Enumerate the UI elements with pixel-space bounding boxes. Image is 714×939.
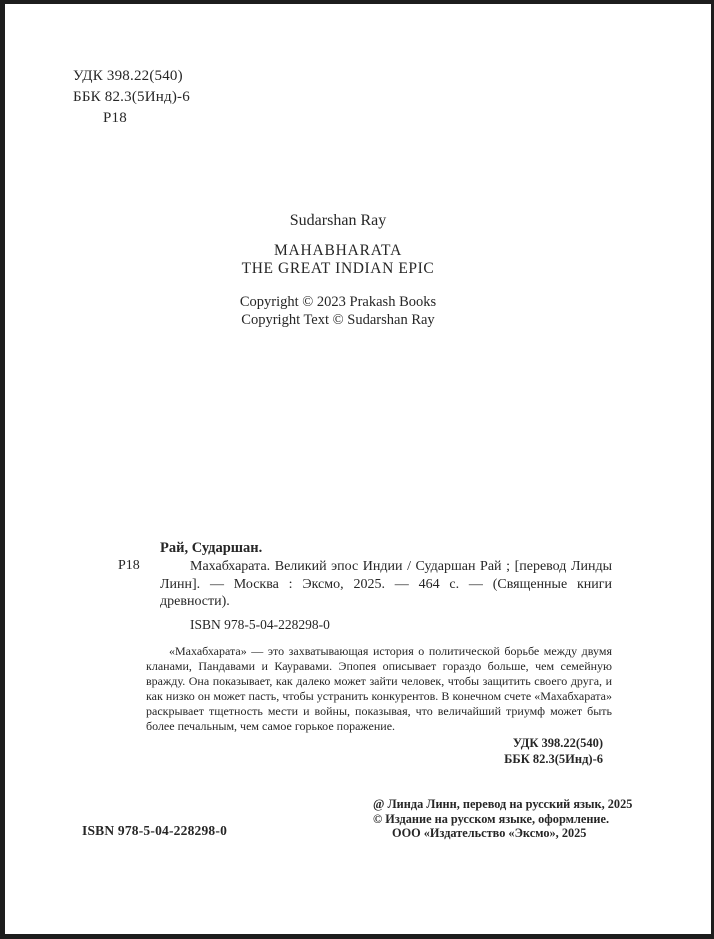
copyright-edition: © Издание на русском языке, оформление. (373, 811, 610, 826)
title-block (60, 212, 616, 329)
book-subtitle: THE GREAT INDIAN EPIC (241, 260, 435, 277)
udk-code-bottom: УДК 398.22(540) (512, 736, 603, 750)
top-classification-block (73, 66, 190, 129)
udk-code: УДК 398.22(540) (73, 68, 183, 84)
copyright-publisher: Copyright © 2023 Prakash Books (239, 294, 437, 310)
catalog-isbn: ISBN 978-5-04-228298-0 (190, 617, 330, 632)
catalog-entry-text: Махабхарата. Великий эпос Индии / Сударшан Рай ; [перевод Линды Линн]. — Москва : Эксмо, 2025. — 464 с. — (Священные книги древности). (160, 559, 612, 610)
bbk-code-bottom: ББК 82.3(5Инд)-6 (504, 752, 603, 766)
bottom-classification-block (504, 735, 603, 767)
copyright-text-author: Copyright Text © Sudarshan Ray (241, 311, 435, 328)
catalog-author-sign: Р18 (118, 558, 140, 573)
bbk-code: ББК 82.3(5Инд)-6 (73, 89, 190, 105)
book-title: MAHABHARATA (273, 242, 403, 259)
author-name: Sudarshan Ray (289, 212, 387, 229)
annotation-paragraph: «Махабхарата» — это захватывающая история о политической борьбе между двумя кланами, Пандавами и Кауравами. Эпопея описывает гораздо больше, чем семейную вражду. Она показывает, как далеко может зайти человек, чтобы защитить своего друга, и как низко он может пасть, чтобы устранить конкурентов. В конечном счете «Махабхарата» раскрывает тщетность мести и войны, показывая, что величайший триумф может быть более печальным, чем самое горькое поражение. (146, 644, 612, 733)
author-sign: Р18 (103, 110, 127, 126)
isbn-bottom: ISBN 978-5-04-228298-0 (82, 823, 228, 838)
catalog-author-heading: Рай, Сударшан. (160, 540, 263, 556)
copyright-publisher-llc: ООО «Издательство «Эксмо», 2025 (392, 826, 587, 841)
russian-copyright-block (373, 797, 632, 841)
copyright-translation: @ Линда Линн, перевод на русский язык, 2025 (373, 797, 633, 811)
